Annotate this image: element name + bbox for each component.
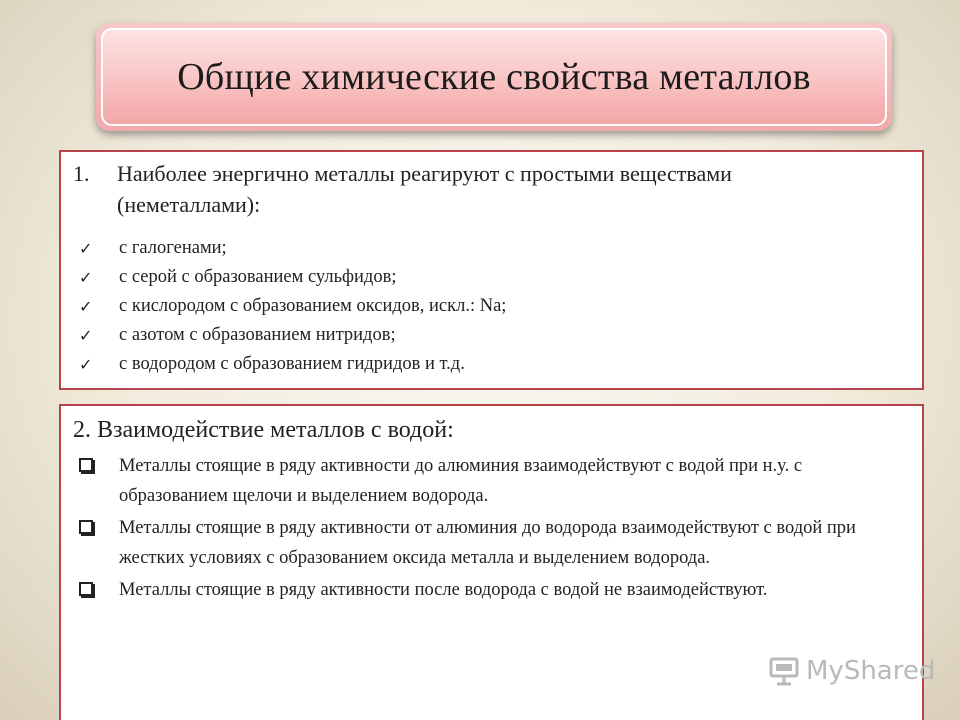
title-banner-inner [101,28,887,126]
section2-heading: 2. Взаимодействие металлов с водой: [73,417,454,443]
section-simple-substances [59,150,924,390]
section1-number: 1. [73,161,90,186]
list-item-text: Металлы стоящие в ряду активности до алюминия взаимодействуют с водой при н.у. с образованием щелочи и выделением водорода. [119,456,803,506]
title-banner [96,23,892,131]
checkmark-list [75,234,506,379]
slide-title: Общие химические свойства металлов [177,56,811,98]
list-item-text: с кислородом с образованием оксидов, искл.: Na; [119,296,507,316]
presentation-board-icon [768,656,800,686]
list-item [75,451,895,511]
section1-heading: Наиболее энергично металлы реагируют с простыми веществами (неметаллами): [117,161,732,217]
square-bullet-list [75,451,895,607]
list-item-text: Металлы стоящие в ряду активности после водорода с водой не взаимодействуют. [119,580,768,600]
checkmark-icon: ✓ [79,268,93,287]
list-item [75,321,506,350]
watermark [768,656,935,686]
checkmark-icon: ✓ [79,355,93,374]
list-item [75,513,895,573]
list-item [75,292,506,321]
list-item-text: с азотом с образованием нитридов; [119,325,396,345]
checkbox-square-icon [79,458,93,472]
checkbox-square-icon [79,520,93,534]
watermark-text: MyShared [806,656,936,686]
section1-heading-row [73,158,837,220]
list-item-text: Металлы стоящие в ряду активности от алюминия до водорода взаимодействуют с водой при жестких условиях с образованием оксида металла и выделением водорода. [119,518,856,568]
checkbox-square-icon [79,582,93,596]
checkmark-icon: ✓ [79,297,93,316]
list-item-text: с галогенами; [119,238,227,258]
list-item [75,263,506,292]
checkmark-icon: ✓ [79,239,93,258]
list-item [75,350,506,379]
list-item [75,575,895,605]
checkmark-icon: ✓ [79,326,93,345]
list-item [75,234,506,263]
list-item-text: с водородом с образованием гидридов и т.д. [119,354,465,374]
list-item-text: с серой с образованием сульфидов; [119,267,397,287]
